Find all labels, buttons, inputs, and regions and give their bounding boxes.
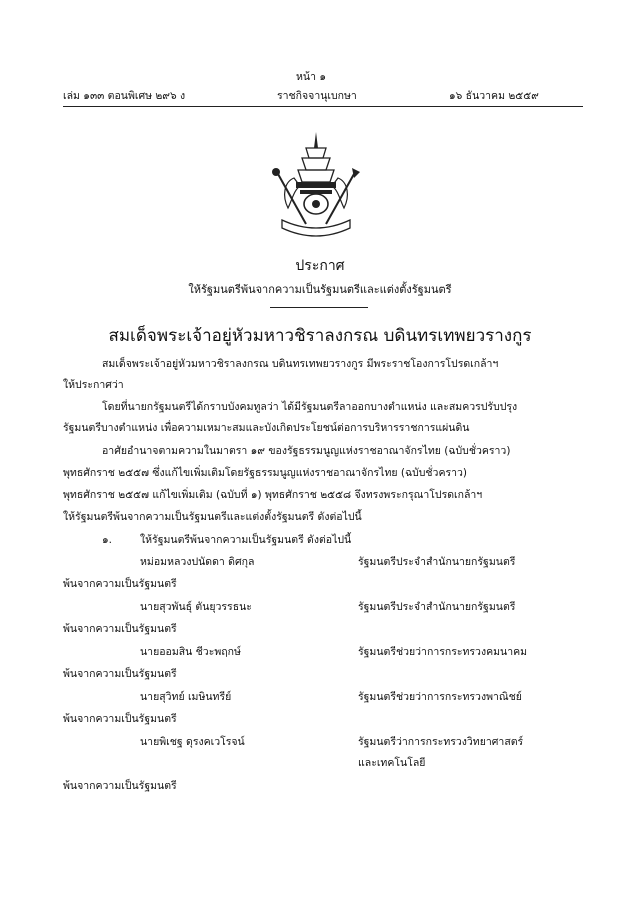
minister-position: รัฐมนตรีประจำสำนักนายกรัฐมนตรี xyxy=(358,601,516,613)
minister-status: พ้นจากความเป็นรัฐมนตรี xyxy=(63,578,177,590)
paragraph-3-line-2: พุทธศักราช ๒๕๕๗ ซึ่งแก้ไขเพิ่มเติมโดยรัฐธรรมนูญแห่งราชอาณาจักรไทย (ฉบับชั่วคราว) xyxy=(63,467,468,479)
minister-position-continued: และเทคโนโลยี xyxy=(358,757,426,769)
minister-name: นายพิเชฐ ดุรงคเวโรจน์ xyxy=(140,736,245,748)
item-1-text: ให้รัฐมนตรีพ้นจากความเป็นรัฐมนตรี ดังต่อไปนี้ xyxy=(140,534,352,546)
page-number: หน้า ๑ xyxy=(296,71,326,83)
title-divider xyxy=(270,307,368,308)
paragraph-3-line-4: ให้รัฐมนตรีพ้นจากความเป็นรัฐมนตรีและแต่งตั้งรัฐมนตรี ดังต่อไปนี้ xyxy=(63,511,362,523)
minister-status: พ้นจากความเป็นรัฐมนตรี xyxy=(63,713,177,725)
minister-position: รัฐมนตรีช่วยว่าการกระทรวงคมนาคม xyxy=(358,646,528,658)
paragraph-1-line-1: สมเด็จพระเจ้าอยู่หัวมหาวชิราลงกรณ บดินทรเทพยวรางกูร มีพระราชโองการโปรดเกล้าฯ xyxy=(102,358,499,370)
king-name: สมเด็จพระเจ้าอยู่หัวมหาวชิราลงกรณ บดินทรเทพยวรางกูร xyxy=(108,326,532,346)
announcement-subject: ให้รัฐมนตรีพ้นจากความเป็นรัฐมนตรีและแต่งตั้งรัฐมนตรี xyxy=(188,283,452,296)
paragraph-2-line-1: โดยที่นายกรัฐมนตรีได้กราบบังคมทูลว่า ได้มีรัฐมนตรีลาออกบางตำแหน่ง และสมควรปรับปรุง xyxy=(102,401,518,413)
item-1-number: ๑. xyxy=(102,534,113,546)
minister-name: นายออมสิน ชีวะพฤกษ์ xyxy=(140,646,241,658)
header-rule xyxy=(63,106,583,107)
paragraph-3-line-1: อาศัยอำนาจตามความในมาตรา ๑๙ ของรัฐธรรมนูญแห่งราชอาณาจักรไทย (ฉบับชั่วคราว) xyxy=(102,445,511,457)
minister-status: พ้นจากความเป็นรัฐมนตรี xyxy=(63,668,177,680)
paragraph-1-line-2: ให้ประกาศว่า xyxy=(63,379,124,391)
royal-emblem-icon xyxy=(256,130,376,240)
minister-status: พ้นจากความเป็นรัฐมนตรี xyxy=(63,780,177,792)
minister-position: รัฐมนตรีประจำสำนักนายกรัฐมนตรี xyxy=(358,556,516,568)
issue-date: ๑๖ ธันวาคม ๒๕๕๙ xyxy=(449,90,539,102)
minister-position: รัฐมนตรีช่วยว่าการกระทรวงพาณิชย์ xyxy=(358,691,522,703)
minister-name: นายสุวิทย์ เมษินทรีย์ xyxy=(140,691,232,703)
gazette-title: ราชกิจจานุเบกษา xyxy=(277,90,357,102)
paragraph-2-line-2: รัฐมนตรีบางตำแหน่ง เพื่อความเหมาะสมและบังเกิดประโยชน์ต่อการบริหารราชการแผ่นดิน xyxy=(63,422,470,434)
minister-position: รัฐมนตรีว่าการกระทรวงวิทยาศาสตร์ xyxy=(358,736,524,748)
paragraph-3-line-3: พุทธศักราช ๒๕๕๗ แก้ไขเพิ่มเติม (ฉบับที่ ๑) พุทธศักราช ๒๕๕๘ จึงทรงพระกรุณาโปรดเกล้าฯ xyxy=(63,489,483,501)
minister-status: พ้นจากความเป็นรัฐมนตรี xyxy=(63,623,177,635)
minister-name: นายสุวพันธุ์ ตันยุวรรธนะ xyxy=(140,601,252,613)
volume-info: เล่ม ๑๓๓ ตอนพิเศษ ๒๙๖ ง xyxy=(63,90,186,102)
minister-name: หม่อมหลวงปนัดดา ดิศกุล xyxy=(140,556,255,568)
announcement-label: ประกาศ xyxy=(295,258,345,274)
